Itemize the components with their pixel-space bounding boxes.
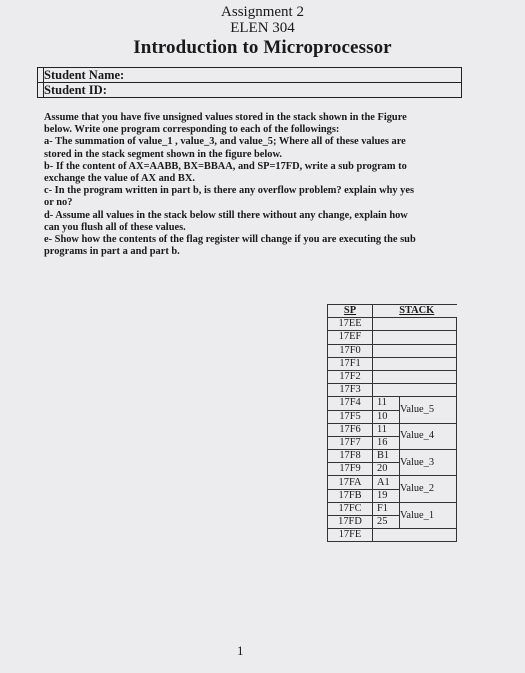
instruction-line: c- In the program written in part b, is there any overflow problem? explain why yes [44, 185, 415, 197]
stack-address: 17F6 [328, 423, 373, 436]
student-info-box [37, 67, 462, 98]
stack-row [328, 529, 457, 542]
stack-byte: 10 [373, 410, 400, 423]
stack-value-label [400, 318, 457, 331]
page-number: 1 [237, 643, 244, 658]
stack-row [328, 397, 457, 410]
stack-address: 17FA [328, 476, 373, 489]
stack-address: 17F8 [328, 450, 373, 463]
stack-address: 17EE [328, 318, 373, 331]
stack-byte: 11 [373, 397, 400, 410]
stack-table [327, 304, 457, 542]
stack-value-label [400, 357, 457, 370]
stack-value-label [400, 344, 457, 357]
stack-byte [373, 344, 400, 357]
stack-value-label [400, 370, 457, 383]
stack-value-label [400, 529, 457, 542]
stack-address: 17F0 [328, 344, 373, 357]
stack-byte [373, 318, 400, 331]
instruction-line: can you flush all of these values. [44, 221, 186, 233]
stack-value-label: Value_1 [400, 508, 457, 521]
instruction-line: e- Show how the contents of the flag register will change if you are executing the sub [44, 234, 416, 246]
stack-byte: A1 [373, 476, 400, 489]
stack-address: 17F5 [328, 410, 373, 423]
stack-address: 17FD [328, 516, 373, 529]
stack-address: 17F2 [328, 370, 373, 383]
stack-address: 17F3 [328, 384, 373, 397]
stack-row [328, 344, 457, 357]
instruction-line: a- The summation of value_1 , value_3, and value_5; Where all of these values are [44, 136, 406, 148]
stack-byte [373, 357, 400, 370]
instruction-line: stored in the stack segment shown in the figure below. [44, 148, 283, 160]
stack-value-label: Value_4 [400, 429, 457, 442]
instruction-line: exchange the value of AX and BX. [44, 173, 195, 185]
stack-byte [373, 370, 400, 383]
instruction-line: programs in part a and part b. [44, 246, 180, 258]
student-id-row [38, 83, 461, 97]
stack-address: 17FE [328, 529, 373, 542]
stack-row [328, 357, 457, 370]
instruction-line: below. Write one program corresponding to each of the followings: [44, 124, 340, 136]
instruction-line: b- If the content of AX=AABB, BX=BBAA, and SP=17FD, write a sub program to [44, 160, 407, 172]
stack-address: 17F7 [328, 436, 373, 449]
stack-value-label: Value_3 [400, 456, 457, 469]
stack-value-label [400, 384, 457, 397]
instruction-line: Assume that you have five unsigned values stored in the stack shown in the Figure [44, 112, 407, 123]
course-title: Introduction to Microprocessor [133, 37, 392, 58]
stack-byte [373, 384, 400, 397]
stack-row [328, 450, 457, 463]
stack-row [328, 318, 457, 331]
stack-col-stack: STACK [373, 305, 457, 318]
stack-byte: 20 [373, 463, 400, 476]
instruction-line: d- Assume all values in the stack below still there without any change, explain how [44, 209, 408, 221]
stack-col-sp: SP [328, 305, 373, 318]
stack-row [328, 476, 457, 489]
stack-byte: 19 [373, 489, 400, 502]
stack-value-label: Value_2 [400, 482, 457, 495]
stack-value-label [400, 331, 457, 344]
course-code: ELEN 304 [230, 20, 295, 36]
assignment-title: Assignment 2 [221, 4, 304, 20]
stack-byte: 16 [373, 436, 400, 449]
stack-row [328, 331, 457, 344]
assignment-instructions [44, 112, 464, 258]
stack-byte: 11 [373, 423, 400, 436]
stack-address: 17F4 [328, 397, 373, 410]
student-name-row [38, 68, 461, 83]
stack-address: 17FB [328, 489, 373, 502]
stack-byte [373, 331, 400, 344]
stack-row [328, 370, 457, 383]
stack-row [328, 384, 457, 397]
stack-row [328, 423, 457, 436]
stack-byte: F1 [373, 502, 400, 515]
instruction-line: or no? [44, 197, 73, 209]
stack-byte: 25 [373, 516, 400, 529]
stack-row [328, 502, 457, 515]
stack-byte [373, 529, 400, 542]
stack-byte: B1 [373, 450, 400, 463]
stack-address: 17EF [328, 331, 373, 344]
student-id-label: Student ID: [44, 83, 107, 97]
student-name-label: Student Name: [44, 68, 125, 82]
stack-value-label: Value_5 [400, 403, 457, 416]
stack-address: 17F1 [328, 357, 373, 370]
stack-address: 17F9 [328, 463, 373, 476]
stack-address: 17FC [328, 502, 373, 515]
